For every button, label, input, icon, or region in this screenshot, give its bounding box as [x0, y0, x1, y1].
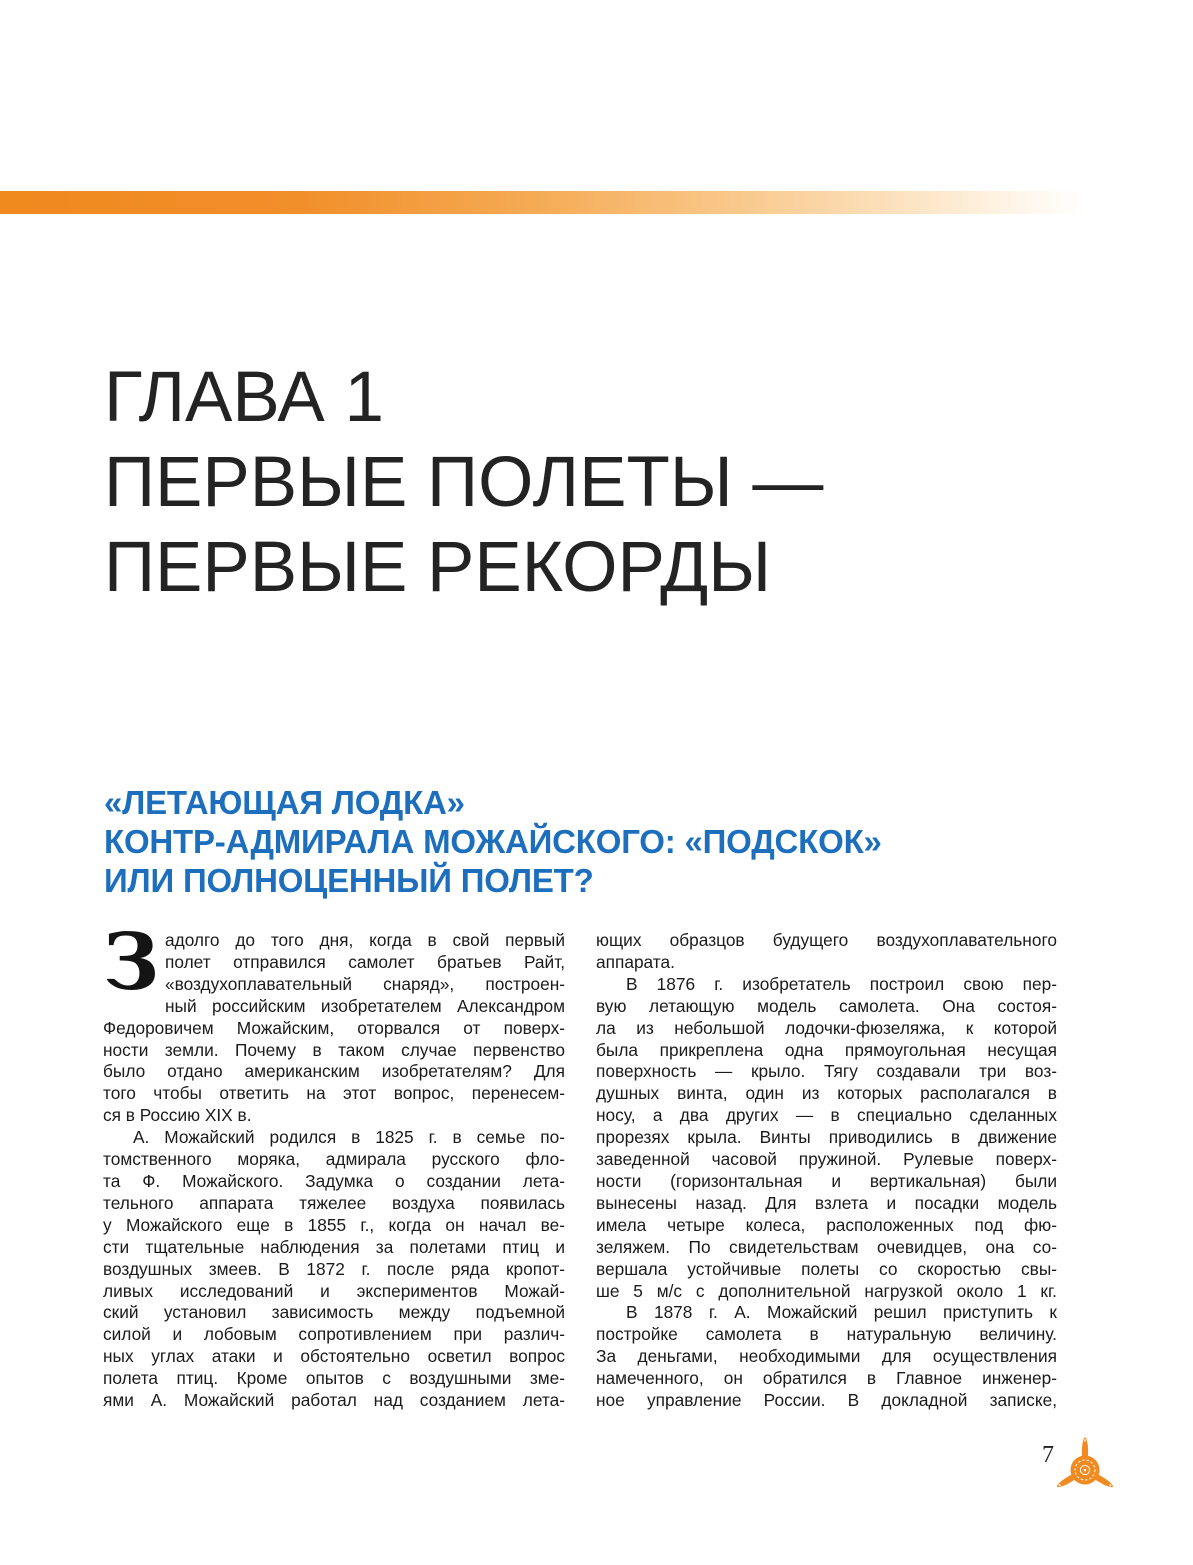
- body-line: ский установил зависимость между подъемной: [103, 1302, 565, 1323]
- body-line: ливых исследований и экспериментов Можай-: [103, 1280, 565, 1301]
- section-heading-line: ИЛИ ПОЛНОЦЕННЫЙ ПОЛЕТ?: [104, 862, 594, 899]
- body-line: ями А. Можайский работал над созданием лета-: [103, 1390, 565, 1411]
- body-line: ше 5 м/с с дополнительной нагрузкой около 1 кг.: [596, 1280, 1057, 1301]
- section-heading-line: КОНТР-АДМИРАЛА МОЖАЙСКОГО: «ПОДСКОК»: [104, 823, 882, 860]
- body-line: За деньгами, необходимыми для осуществления: [596, 1346, 1057, 1367]
- body-line: Федоровичем Можайским, оторвался от поверх-: [103, 1017, 565, 1038]
- body-line: ющих образцов будущего воздухоплавательного: [596, 930, 1057, 950]
- body-line: «воздухоплавательный снаряд», построен-: [165, 973, 565, 994]
- body-line: ных углах атаки и обстоятельно осветил вопрос: [103, 1346, 565, 1367]
- body-line: томственного моряка, адмирала русского фло-: [103, 1149, 565, 1170]
- body-line: ся в Россию XIX в.: [103, 1105, 252, 1126]
- body-line: В 1878 г. А. Можайский решил приступить к: [626, 1302, 1057, 1323]
- body-line: ности земли. Почему в таком случае первенство: [103, 1039, 565, 1060]
- body-line: та Ф. Можайского. Задумка о создании лета-: [103, 1170, 565, 1191]
- text-column-left: [103, 917, 565, 1412]
- paragraph: [596, 1302, 1057, 1412]
- orange-gradient-bar: [0, 191, 1193, 214]
- body-line: ное управление России. В докладной записке,: [596, 1390, 1057, 1411]
- body-line: воздушных змеев. В 1872 г. после ряда кропот-: [103, 1258, 565, 1279]
- body-line: поверхность — крыло. Тягу создавали три воз-: [596, 1061, 1057, 1082]
- chapter-title: [104, 355, 823, 610]
- body-line: адолго до того дня, когда в свой первый: [165, 930, 565, 950]
- chapter-title-line: ПЕРВЫЕ ПОЛЕТЫ —: [104, 443, 824, 522]
- body-line: вую летающую модель самолета. Она состоя-: [596, 995, 1057, 1016]
- propeller-logo-icon: [1054, 1436, 1116, 1496]
- body-line: силой и лобовым сопротивлением при различ-: [103, 1324, 565, 1345]
- body-line: ности (горизонтальная и вертикальная) были: [596, 1170, 1057, 1191]
- body-line: ный российским изобретателем Александром: [165, 995, 565, 1016]
- section-heading: [104, 783, 882, 900]
- body-line: душных винта, один из которых располагался в: [596, 1083, 1057, 1104]
- body-line: сти тщательные наблюдения за полетами птиц и: [103, 1236, 565, 1257]
- body-line: тельного аппарата тяжелее воздуха появилась: [103, 1192, 565, 1213]
- body-line: была прикреплена одна прямоугольная несущая: [596, 1039, 1057, 1060]
- body-line: полета птиц. Кроме опытов с воздушными зме-: [103, 1368, 565, 1389]
- chapter-title-line: ГЛАВА 1: [104, 358, 384, 437]
- body-line: у Можайского еще в 1855 г., когда он начал ве-: [103, 1214, 565, 1235]
- page-number: 7: [1042, 1442, 1054, 1468]
- body-line: носу, а два других — в специально сделанных: [596, 1105, 1057, 1126]
- section-heading-line: «ЛЕТАЮЩАЯ ЛОДКА»: [104, 784, 465, 821]
- body-line: было отдано американским изобретателям? Для: [103, 1061, 565, 1082]
- chapter-title-line: ПЕРВЫЕ РЕКОРДЫ: [104, 528, 772, 607]
- body-line: того чтобы ответить на этот вопрос, перенесем-: [103, 1083, 565, 1104]
- body-line: вынесены назад. Для взлета и посадки модель: [596, 1192, 1057, 1213]
- body-line: В 1876 г. изобретатель построил свою пер-: [626, 973, 1057, 994]
- body-line: полет отправился самолет братьев Райт,: [165, 951, 565, 972]
- drop-cap: З: [103, 917, 160, 1008]
- body-line: заведенной часовой пружиной. Рулевые поверх-: [596, 1149, 1057, 1170]
- body-line: намеченного, он обратился в Главное инженер-: [596, 1368, 1057, 1389]
- body-line: постройке самолета в натуральную величину.: [596, 1324, 1057, 1345]
- text-column-right: [596, 930, 1057, 1412]
- paragraph: [103, 1127, 565, 1412]
- body-line: вершала устойчивые полеты со скоростью свы-: [596, 1258, 1057, 1279]
- body-line: ла из небольшой лодочки-фюзеляжа, к которой: [596, 1017, 1057, 1038]
- body-line: имела четыре колеса, расположенных под фю-: [596, 1214, 1057, 1235]
- paragraph: [596, 930, 1057, 974]
- body-line: аппарата.: [596, 951, 675, 972]
- body-line: А. Можайский родился в 1825 г. в семье по-: [133, 1127, 565, 1148]
- body-line: прорезях крыла. Винты приводились в движение: [596, 1127, 1057, 1148]
- paragraph: [596, 974, 1057, 1303]
- paragraph: [103, 917, 565, 1127]
- body-line: зеляжем. По свидетельствам очевидцев, она со-: [596, 1236, 1057, 1257]
